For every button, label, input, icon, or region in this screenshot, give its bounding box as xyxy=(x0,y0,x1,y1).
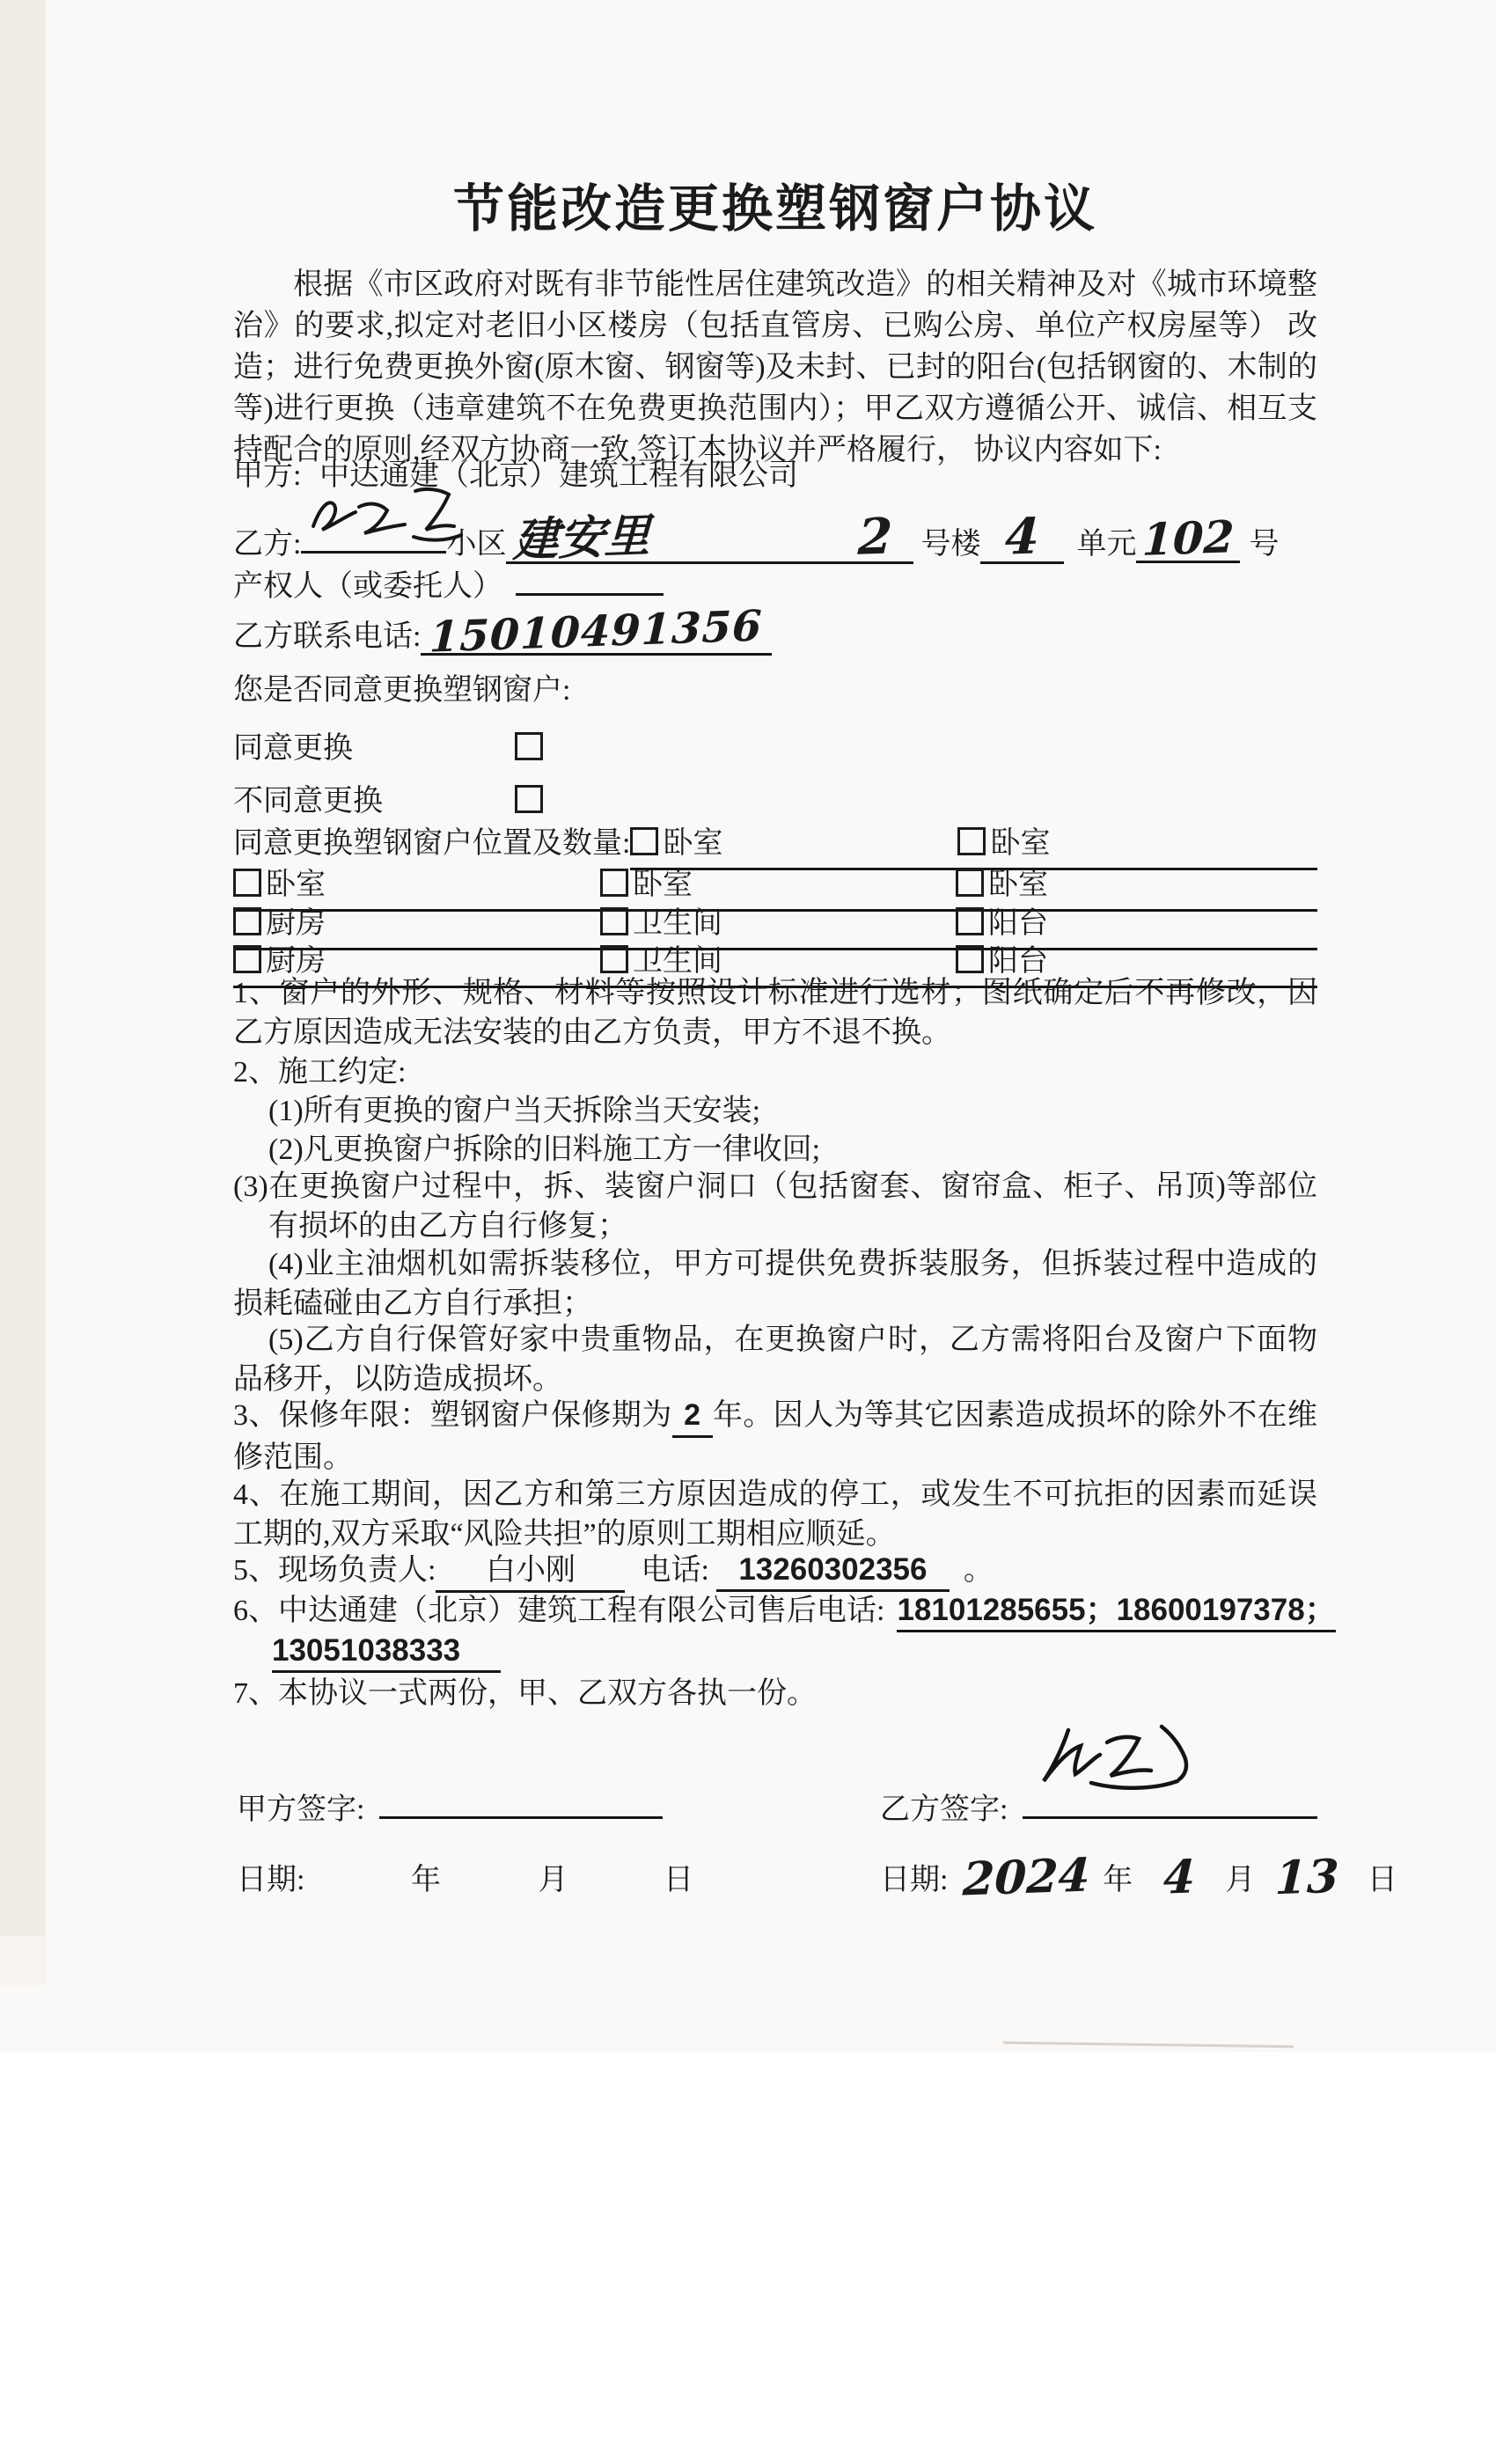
checkbox-icon xyxy=(956,869,984,897)
month-label: 月 xyxy=(538,1864,568,1896)
quantity-cell xyxy=(956,860,1317,903)
clause-7: 7、本协议一式两份，甲、乙双方各执一份。 xyxy=(233,1677,817,1710)
party-b-date-month-handwriting: 4 xyxy=(1162,1850,1196,1905)
party-a-signature-label: 甲方签字: xyxy=(237,1793,365,1826)
clause-2-item-3 xyxy=(233,1167,1317,1246)
clause-2-item-3-text: (3)在更换窗户过程中，拆、装窗户洞口（包括窗套、窗帘盒、柜子、吊顶)等部位有损坏的由乙方自行修复； xyxy=(233,1170,1317,1243)
party-b-building-label: 号楼 xyxy=(920,528,981,561)
quantity-cell-label: 厨房 xyxy=(266,907,326,940)
party-a-label: 甲方: xyxy=(233,459,302,492)
quantity-cell-label: 卧室 xyxy=(633,869,693,901)
clause-3 xyxy=(233,1396,1317,1478)
checkbox-icon xyxy=(957,827,986,855)
clause-5-prefix: 5、现场负责人: xyxy=(233,1554,436,1587)
checkbox-icon xyxy=(233,945,261,973)
party-a-date-row xyxy=(237,1855,693,1898)
owner-field xyxy=(516,553,664,596)
quantity-cell xyxy=(233,860,600,903)
consent-agree-row xyxy=(233,723,547,766)
month-label: 月 xyxy=(1225,1864,1256,1896)
day-label: 日 xyxy=(663,1864,693,1896)
clause-5-end: 。 xyxy=(963,1554,994,1587)
consent-agree-label: 同意更换 xyxy=(233,732,353,765)
checkbox-icon xyxy=(956,945,984,973)
checkbox-icon xyxy=(600,907,628,935)
scan-left-edge-fade xyxy=(0,1936,46,1985)
party-b-room-field xyxy=(1136,508,1240,566)
quantity-cell-label: 卧室 xyxy=(988,869,1048,901)
clause-6-prefix: 6、中达通建（北京）建筑工程有限公司售后电话: xyxy=(233,1595,885,1627)
site-manager-phone: 13260302356 xyxy=(716,1551,950,1592)
clause-4: 4、在施工期间，因乙方和第三方原因造成的停工，或发生不可抗拒的因素而延误工期的,双方采取“风险共担”的原则工期相应顺延。 xyxy=(233,1478,1317,1551)
clause-2-item-1: (1)所有更换的窗户当天拆除当天安装; xyxy=(268,1095,761,1127)
checkbox-icon xyxy=(630,827,658,855)
party-b-date-year-handwriting: 2024 xyxy=(961,1848,1091,1907)
owner-line xyxy=(233,553,664,605)
clause-2-item-2: (2)凡更换窗户拆除的旧料施工方一律收回; xyxy=(268,1133,821,1166)
clause-2-item-5: (5)乙方自行保管好家中贵重物品，在更换窗户时，乙方需将阳台及窗户下面物品移开，以防造成损坏。 xyxy=(233,1324,1317,1396)
contact-phone-handwriting: 15010491356 xyxy=(429,601,764,663)
checkbox-icon xyxy=(600,869,628,897)
quantity-cell xyxy=(630,818,957,862)
contact-phone-field xyxy=(421,601,771,663)
checkbox-icon xyxy=(233,869,261,897)
document-title: 节能改造更换塑钢窗户协议 xyxy=(452,180,1097,238)
site-manager-name: 白小刚 xyxy=(436,1551,625,1593)
consent-question: 您是否同意更换塑钢窗户: xyxy=(233,674,571,707)
contact-phone-label: 乙方联系电话: xyxy=(233,620,422,653)
clause-5 xyxy=(233,1551,1317,1593)
quantity-cell xyxy=(233,898,600,942)
consent-disagree-label: 不同意更换 xyxy=(233,785,383,818)
party-a-signature-row xyxy=(237,1778,663,1828)
intro-paragraph: 根据《市区政府对既有非节能性居住建筑改造》的相关精神及对《城市环境整治》的要求,拟定对老旧小区楼房（包括直管房、已购公房、单位产权房屋等） 改造；进行免费更换外窗(原木窗、钢窗等)及未封、已封的阳台(包括钢窗的、木制的等)进行更换（违章建筑不在免费更换范围内）；甲乙双方遵循公开、诚信、相互支持配合的原则,经双方协商一致,签订本协议并严格履行， 协议内容如下: xyxy=(233,268,1317,466)
party-b-signature-label: 乙方签字: xyxy=(880,1793,1008,1826)
party-b-community-scribble xyxy=(294,484,470,553)
party-b-community-suffix: 小区 xyxy=(446,528,507,561)
checkbox-icon xyxy=(600,945,628,973)
party-a-value: 中达通建（北京）建筑工程有限公司 xyxy=(319,459,798,492)
party-b-label: 乙方: xyxy=(233,528,302,561)
party-b-date-day-handwriting: 13 xyxy=(1273,1849,1340,1906)
day-label: 日 xyxy=(1367,1864,1397,1896)
clause-3-prefix: 3、保修年限：塑钢窗户保修期为 xyxy=(233,1399,672,1432)
year-label: 年 xyxy=(1103,1864,1133,1896)
party-b-room-no-handwriting: 102 xyxy=(1141,510,1236,566)
scan-left-edge xyxy=(0,0,46,1985)
party-b-unit-no-handwriting: 4 xyxy=(1004,507,1041,567)
date-label: 日期: xyxy=(237,1864,305,1896)
clause-6 xyxy=(233,1589,1336,1632)
checkbox-icon xyxy=(233,907,261,935)
aftersales-phones-2: 13051038333 xyxy=(272,1630,501,1673)
quantity-cell xyxy=(600,898,956,942)
party-b-unit-label: 单元 xyxy=(1076,528,1137,561)
party-b-building-no-handwriting: 2 xyxy=(857,507,894,567)
checkbox-icon xyxy=(956,907,984,935)
clause-1: 1、窗户的外形、规格、材料等按照设计标准进行选材；图纸确定后不再修改，因乙方原因造成无法安装的由乙方负责，甲方不退不换。 xyxy=(233,977,1317,1049)
quantity-cell-label: 卫生间 xyxy=(633,945,722,978)
consent-disagree-checkbox-icon xyxy=(515,785,543,813)
consent-disagree-row xyxy=(233,776,547,819)
clause-6-line2 xyxy=(233,1630,1317,1673)
party-b-room-label: 号 xyxy=(1249,528,1280,561)
quantity-cell-label: 阳台 xyxy=(988,945,1048,978)
aftersales-phones-1: 18101285655；18600197378； xyxy=(897,1589,1335,1632)
owner-label: 产权人（或委托人） xyxy=(233,570,502,603)
quantity-cell-label: 阳台 xyxy=(988,907,1048,940)
clause-5-tel-label: 电话: xyxy=(641,1554,709,1587)
party-a-signature-field xyxy=(379,1778,663,1819)
year-label: 年 xyxy=(410,1864,441,1896)
quantity-cell-label: 厨房 xyxy=(266,945,326,978)
party-b-date-row xyxy=(880,1848,1397,1907)
consent-agree-checkbox-icon xyxy=(515,732,543,760)
clause-2-heading: 2、施工约定: xyxy=(233,1056,407,1089)
warranty-years-value: 2 xyxy=(672,1398,713,1438)
quantity-cell-label: 卧室 xyxy=(663,827,723,860)
clause-2-item-4: (4)业主油烟机如需拆装移位，甲方可提供免费拆装服务，但拆装过程中造成的损耗磕碰由乙方自行承担； xyxy=(233,1248,1317,1320)
party-b-signature-scribble xyxy=(1030,1718,1214,1801)
quantity-cell-label: 卫生间 xyxy=(633,907,722,940)
contact-phone-line xyxy=(233,601,772,663)
party-b-community-field xyxy=(301,498,446,554)
party-b-line xyxy=(233,498,1280,568)
quantity-cell-label: 卧室 xyxy=(266,869,326,901)
clause-3-suffix: 年。因人为等其它因素造成损坏的除外不在维修范围。 xyxy=(233,1399,1318,1474)
quantity-cell-label: 卧室 xyxy=(990,827,1051,860)
quantity-cell xyxy=(600,860,956,903)
party-b-estate-handwriting: 建安里 xyxy=(512,509,652,568)
date-label: 日期: xyxy=(880,1864,949,1896)
party-b-unit-field xyxy=(980,507,1064,567)
quantity-heading: 同意更换塑钢窗户位置及数量: xyxy=(233,827,631,860)
quantity-cell xyxy=(957,818,1050,862)
quantity-cell xyxy=(956,898,1317,942)
